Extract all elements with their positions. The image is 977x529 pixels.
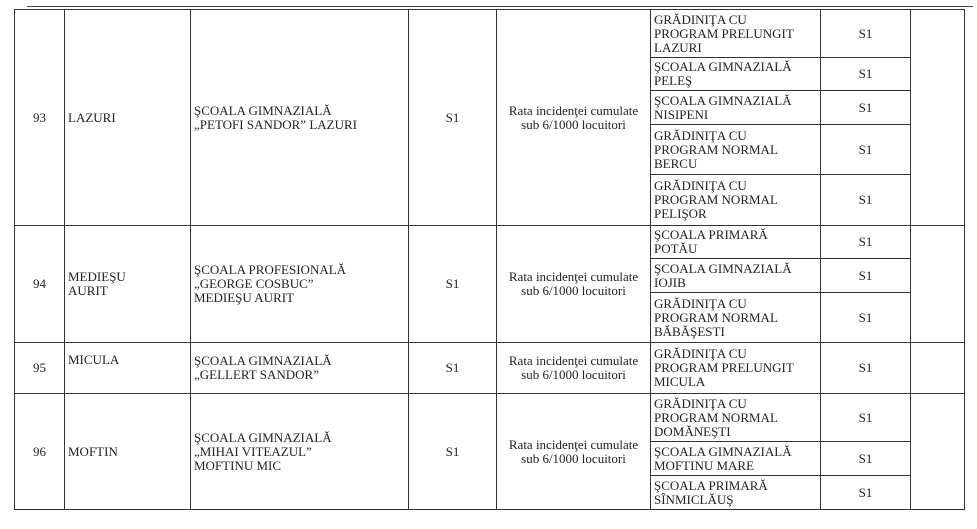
structure-name-cell: GRĂDINIŢA CU PROGRAM NORMAL BERCU	[651, 125, 821, 175]
structure-name-cell: ŞCOALA GIMNAZIALĂ MOFTINU MARE	[651, 442, 821, 476]
structure-name-cell: ŞCOALA GIMNAZIALĂ NISIPENI	[651, 91, 821, 125]
table-row	[15, 226, 965, 259]
row-number: 94	[15, 226, 65, 343]
structure-name-cell: GRĂDINIŢA CU PROGRAM PRELUNGIT MICULA	[651, 343, 821, 394]
table-row	[15, 394, 965, 442]
structure-scenario-cell: S1	[821, 476, 911, 510]
structure-name-cell: ŞCOALA GIMNAZIALĂ IOJIB	[651, 259, 821, 293]
empty-cell	[911, 343, 965, 394]
criterion-cell: Rata incidenţei cumulate sub 6/1000 locuitori	[497, 394, 651, 510]
locality-cell: MOFTIN	[65, 394, 191, 510]
table-row	[15, 10, 965, 58]
structure-scenario-cell: S1	[821, 58, 911, 91]
structure-scenario-cell: S1	[821, 226, 911, 259]
structure-scenario-cell: S1	[821, 343, 911, 394]
structure-name-cell: ŞCOALA GIMNAZIALĂ PELEŞ	[651, 58, 821, 91]
school-cell: ŞCOALA GIMNAZIALĂ „GELLERT SANDOR”	[191, 343, 409, 394]
criterion-cell: Rata incidenţei cumulate sub 6/1000 locuitori	[497, 343, 651, 394]
structure-name-cell: GRĂDINIŢA CU PROGRAM NORMAL PELIŞOR	[651, 175, 821, 226]
structure-name-cell: GRĂDINIŢA CU PROGRAM PRELUNGIT LAZURI	[651, 10, 821, 58]
structure-scenario-cell: S1	[821, 259, 911, 293]
empty-cell	[911, 394, 965, 510]
scenario-cell: S1	[409, 226, 497, 343]
top-rule	[27, 6, 973, 7]
criterion-cell: Rata incidenţei cumulate sub 6/1000 locuitori	[497, 226, 651, 343]
structure-scenario-cell: S1	[821, 394, 911, 442]
structure-scenario-cell: S1	[821, 91, 911, 125]
school-cell: ŞCOALA GIMNAZIALĂ „PETOFI SANDOR” LAZURI	[191, 10, 409, 226]
school-cell: ŞCOALA GIMNAZIALĂ „MIHAI VITEAZUL” MOFTINU MIC	[191, 394, 409, 510]
structure-scenario-cell: S1	[821, 175, 911, 226]
scenario-cell: S1	[409, 10, 497, 226]
criterion-cell: Rata incidenţei cumulate sub 6/1000 locuitori	[497, 10, 651, 226]
scenario-table	[14, 9, 965, 510]
structure-scenario-cell: S1	[821, 125, 911, 175]
row-number: 95	[15, 343, 65, 394]
locality-cell: MEDIEŞU AURIT	[65, 226, 191, 343]
structure-name-cell: GRĂDINIŢA CU PROGRAM NORMAL BĂBĂŞESTI	[651, 293, 821, 343]
scenario-cell: S1	[409, 394, 497, 510]
structure-name-cell: ŞCOALA PRIMARĂ POTĂU	[651, 226, 821, 259]
table-row	[15, 343, 965, 394]
empty-cell	[911, 10, 965, 226]
structure-name-cell: GRĂDINIŢA CU PROGRAM NORMAL DOMĂNEŞTI	[651, 394, 821, 442]
structure-scenario-cell: S1	[821, 10, 911, 58]
empty-cell	[911, 226, 965, 343]
structure-scenario-cell: S1	[821, 293, 911, 343]
structure-scenario-cell: S1	[821, 442, 911, 476]
row-number: 96	[15, 394, 65, 510]
scenario-cell: S1	[409, 343, 497, 394]
school-cell: ŞCOALA PROFESIONALĂ „GEORGE COSBUC” MEDIEŞU AURIT	[191, 226, 409, 343]
row-number: 93	[15, 10, 65, 226]
structure-name-cell: ŞCOALA PRIMARĂ SÎNMICLĂUŞ	[651, 476, 821, 510]
locality-cell: MICULA	[65, 343, 191, 394]
locality-cell: LAZURI	[65, 10, 191, 226]
